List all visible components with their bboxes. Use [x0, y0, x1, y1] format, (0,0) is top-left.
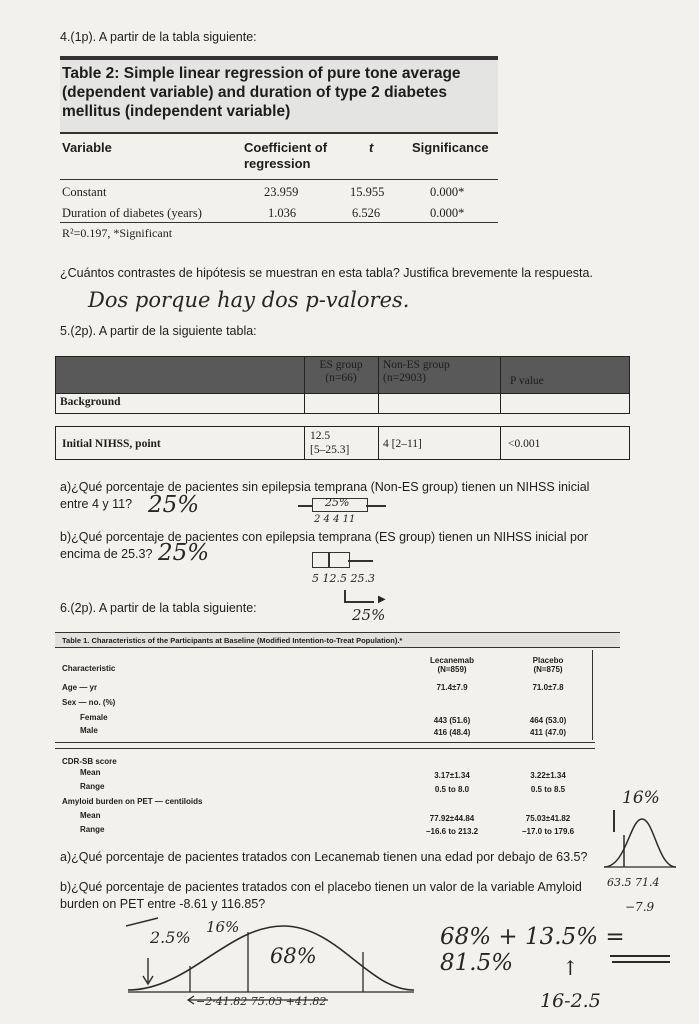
table1-amyloid-mean-label: Mean — [80, 811, 101, 820]
table1-amyloid-mean-lec: 77.92±44.84 — [429, 814, 475, 823]
q5-question-b: b)¿Qué porcentaje de pacientes con epilepsia temprana (ES group) tienen un NIHSS inicial por — [60, 530, 589, 544]
q5-question-b: encima de 25.3? — [60, 547, 153, 561]
table1-female-lec: 443 (51.6) — [433, 716, 471, 725]
q6-hand-25: 2.5% — [150, 928, 191, 947]
table2-rule — [60, 132, 498, 134]
table1-female-label: Female — [80, 713, 108, 722]
q5-col-p: P value — [510, 375, 544, 387]
table2-row-sig: 0.000* — [430, 206, 465, 220]
table1-amyloid-range-label: Range — [80, 825, 105, 834]
q4-heading: 4.(1p). A partir de la tabla siguiente: — [60, 30, 257, 44]
table1-male-lec: 416 (48.4) — [433, 728, 471, 737]
table1-male-pla: 411 (47.0) — [529, 728, 567, 737]
table2-col-significance: Significance — [412, 140, 489, 155]
table1-cdr-mean-lec: 3.17±1.34 — [434, 771, 470, 780]
q6-hand-axis: −2·41.82 75.03 +41.82 — [196, 995, 327, 1008]
table2-row-coef: 1.036 — [268, 206, 297, 220]
q5-row-label: Initial NIHSS, point — [62, 438, 161, 450]
q5-answer-b: 25% — [158, 540, 210, 566]
q6-hand-sub: 16-2.5 — [540, 990, 601, 1012]
table1-age-lec: 71.4±7.9 — [436, 683, 468, 692]
q6-hand-sum: 68% + 13.5% = 81.5% — [440, 924, 625, 976]
table1-amyloid-mean-pla: 75.03±41.82 — [525, 814, 571, 823]
q5-row-nones: 4 [2–11] — [383, 438, 422, 450]
q6-hand-side: 63.5 71.4 — [607, 876, 660, 889]
table2-row-sig: 0.000* — [430, 185, 465, 199]
q5-note-ticks: 5 12.5 25.3 — [312, 572, 375, 585]
table1-amyloid-range-lec: −16.6 to 213.2 — [425, 827, 479, 836]
q5-row-es-range: [5–25.3] — [310, 444, 350, 456]
table1-amyloid-range-pla: −17.0 to 179.6 — [521, 827, 575, 836]
table1-amyloid-label: Amyloid burden on PET — centiloids — [62, 797, 203, 806]
table1-col-placebo-n: (N=875) — [533, 665, 563, 674]
q5-section-background: Background — [60, 396, 121, 408]
q6-hand-16: 16% — [622, 788, 660, 808]
normal-curve-sketch — [600, 815, 680, 873]
table1-cdr-range-pla: 0.5 to 8.5 — [530, 785, 566, 794]
table2-footnote: R²=0.197, *Significant — [62, 226, 173, 240]
table1-cdr-range-label: Range — [80, 782, 105, 791]
table1-age-label: Age — yr — [62, 683, 98, 692]
q6-question-a: a)¿Qué porcentaje de pacientes tratados con Lecanemab tienen una edad por debajo de 63.5? — [60, 850, 588, 864]
q5-question-a: entre 4 y 11? — [60, 497, 133, 511]
q5-answer-a: 25% — [148, 492, 200, 518]
q6-hand-68: 68% — [270, 944, 317, 968]
table1-col-placebo: Placebo — [532, 656, 564, 665]
table1-cut-rule — [55, 748, 595, 749]
q4-question: ¿Cuántos contrastes de hipótesis se muestran en esta tabla? Justifica brevemente la respuesta. — [60, 266, 593, 280]
q5-note-ticks: 2 4 4 11 — [314, 514, 356, 525]
q5-row-p: <0.001 — [508, 438, 541, 450]
table2-row-t: 15.955 — [350, 185, 385, 199]
q6-hand-16b: 16% — [206, 918, 240, 936]
table2-row-var: Constant — [62, 185, 107, 199]
table2-col-t: t — [369, 140, 374, 155]
q4-handwritten-answer: Dos porque hay dos p-valores. — [88, 288, 410, 312]
table2-row-coef: 23.959 — [264, 185, 299, 199]
table1-sex-label: Sex — no. (%) — [62, 698, 116, 707]
table2-title: Table 2: Simple linear regression of pure tone average (dependent variable) and duration of type 2 diabetes mellitus (independent variable) — [62, 65, 461, 120]
q5-note-box: 25% — [325, 496, 350, 509]
table2-rule — [60, 179, 498, 180]
q6-hand-side2: −7.9 — [625, 900, 655, 914]
q5-row-es-median: 12.5 — [310, 430, 331, 442]
q5-heading: 5.(2p). A partir de la siguiente tabla: — [60, 324, 257, 338]
q5-col-nones: Non-ES group (n=2903) — [383, 359, 450, 384]
table1-cdr-mean-label: Mean — [80, 768, 101, 777]
q5-col-es: ES group (n=66) — [319, 359, 363, 384]
q6-heading: 6.(2p). A partir de la tabla siguiente: — [60, 601, 257, 615]
table2-row-t: 6.526 — [352, 206, 381, 220]
table2-rule — [60, 222, 498, 223]
table1-col-lecanemab: Lecanemab — [429, 656, 475, 665]
q5-question-a: a)¿Qué porcentaje de pacientes sin epilepsia temprana (Non-ES group) tienen un NIHSS inicial — [60, 480, 590, 494]
table1-age-pla: 71.0±7.8 — [532, 683, 564, 692]
table1-cdr-mean-pla: 3.22±1.34 — [530, 771, 566, 780]
up-arrow-icon: ↑ — [562, 956, 579, 980]
table2-col-variable: Variable — [62, 140, 112, 155]
q5-boxplot-sketch — [312, 552, 350, 568]
q6-question-b: b)¿Qué porcentaje de pacientes tratados con el placebo tienen un valor de la variable Amyloid — [60, 880, 582, 894]
table1-cdr-range-lec: 0.5 to 8.0 — [434, 785, 470, 794]
table1-characteristic: Characteristic — [62, 664, 116, 673]
q5-note-pct: 25% — [352, 606, 386, 624]
table1-male-label: Male — [80, 726, 98, 735]
table1-cdr-label: CDR-SB score — [62, 757, 117, 766]
table1-cut-rule — [55, 742, 595, 743]
q6-question-b: burden on PET entre -8.61 y 116.85? — [60, 897, 266, 911]
table1-title: Table 1. Characteristics of the Participants at Baseline (Modified Intention-to-Treat Population).* — [62, 636, 403, 645]
table1-col-lecanemab-n: (N=859) — [437, 665, 467, 674]
table2-col-coef: Coefficient of regression — [244, 140, 328, 171]
table2-row-var: Duration of diabetes (years) — [62, 206, 202, 220]
table1-female-pla: 464 (53.0) — [529, 716, 567, 725]
